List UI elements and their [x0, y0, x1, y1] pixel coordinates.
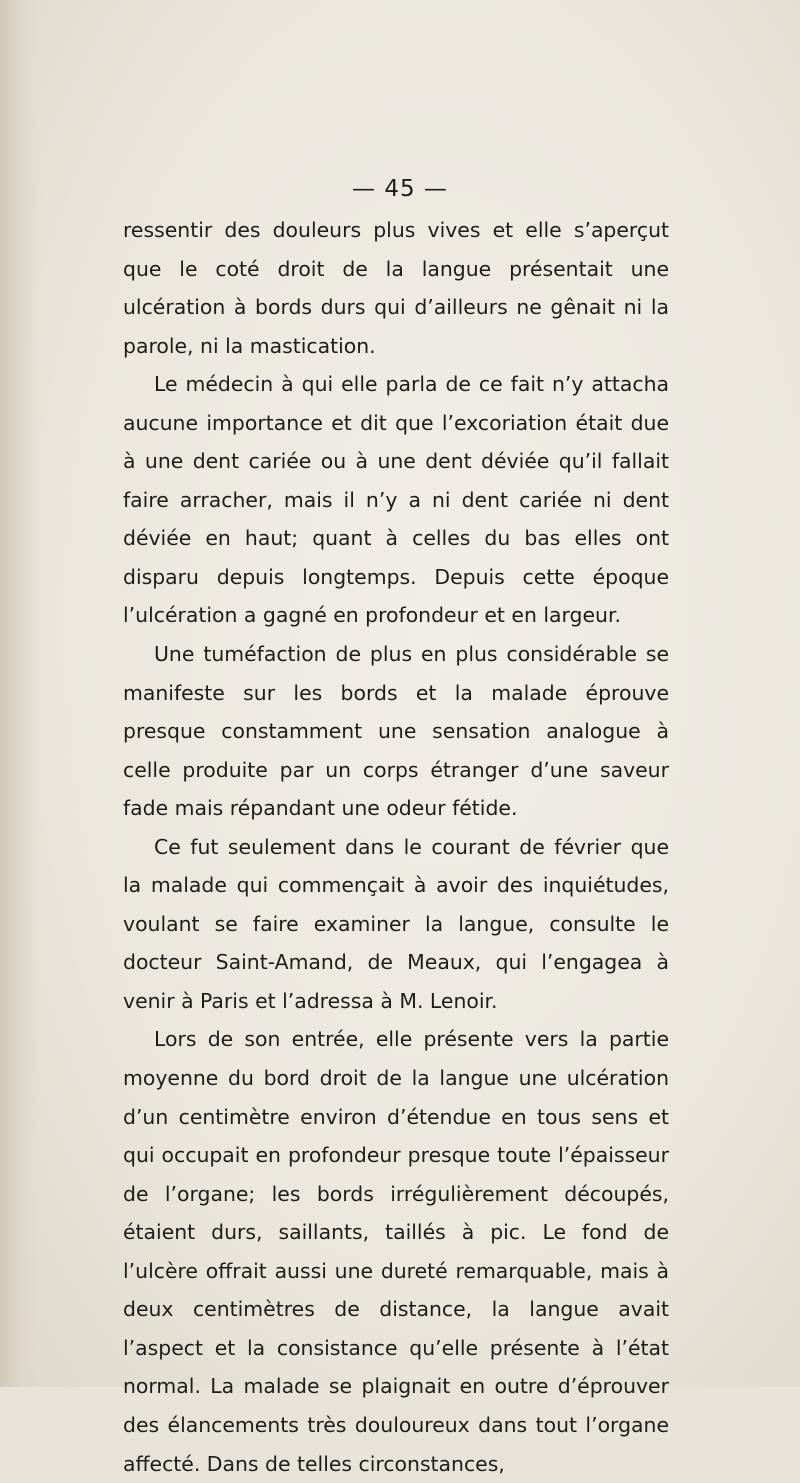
paragraph-1: ressentir des douleurs plus vives et elle s’aperçut que le coté droit de la langue présentait une ulcération à bords durs qui d’ailleurs ne gênait ni la parole, ni la mastication. — [123, 218, 669, 358]
body-text — [123, 211, 669, 1483]
paragraph-2: Le médecin à qui elle parla de ce fait n’y attacha aucune importance et dit que l’excoriation était due à une dent cariée ou à une dent déviée qu’il fallait faire arracher, mais il n’y a ni dent cariée ni dent déviée en haut; quant à celles du bas elles ont disparu depuis longtemps. Depuis cette époque l’ulcération a gagné en profondeur et en largeur. — [123, 372, 669, 628]
paragraph-5: Lors de son entrée, elle présente vers la partie moyenne du bord droit de la langue une ulcération d’un centimètre environ d’étendue en tous sens et qui occupait en profondeur presque toute l’épaisseur de l’organe; les bords irrégulièrement découpés, étaient durs, saillants, taillés à pic. Le fond de l’ulcère offrait aussi une dureté remarquable, mais à deux centimètres de distance, la langue avait l’aspect et la consistance qu’elle présente à l’état normal. La malade se plaignait en outre d’éprouver des élancements très douloureux dans tout l’organe affecté. Dans de telles circonstances, — [123, 1027, 669, 1476]
paragraph-4: Ce fut seulement dans le courant de février que la malade qui commençait à avoir des inquiétudes, voulant se faire examiner la langue, consulte le docteur Saint-Amand, de Meaux, qui l’engagea à venir à Paris et l’adressa à M. Lenoir. — [123, 834, 669, 1013]
page-number: — 45 — — [352, 176, 448, 202]
paragraph-3: Une tuméfaction de plus en plus considérable se manifeste sur les bords et la malade éprouve presque constamment une sensation analogue à celle produite par un corps étranger d’une saveur fade mais répandant une odeur fétide. — [123, 642, 669, 821]
page-edge-shadow — [0, 0, 40, 1387]
